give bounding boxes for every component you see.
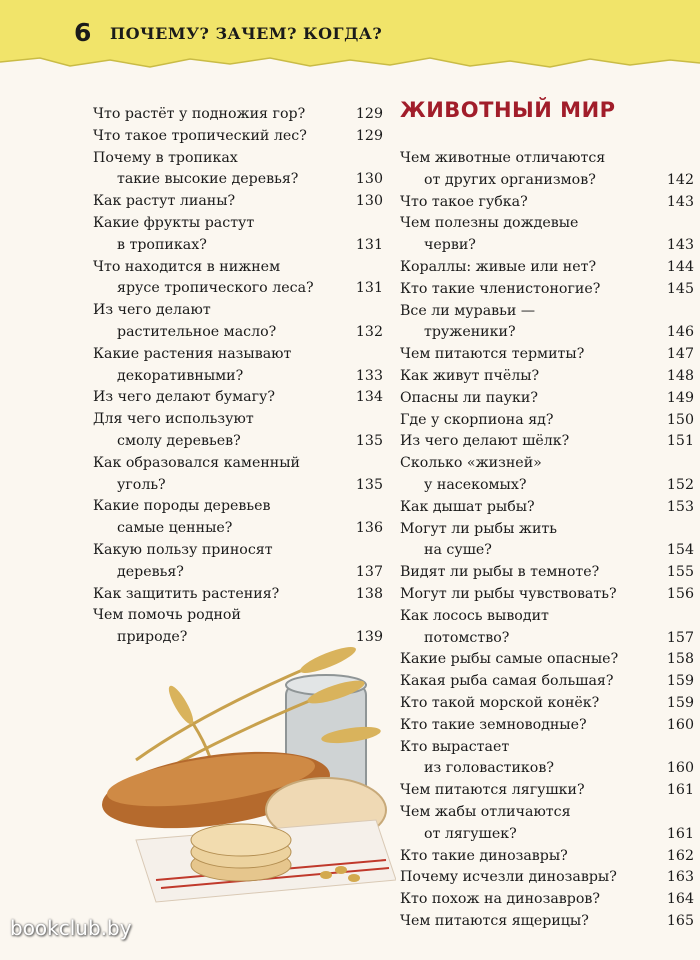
toc-entry-text: Почему исчезли динозавры?	[400, 869, 617, 886]
toc-page-number: 135	[355, 476, 383, 493]
toc-entry-text: от лягушек?	[424, 825, 517, 842]
toc-page-number: 161	[666, 782, 694, 799]
toc-entry	[93, 213, 383, 257]
toc-entry-text: Какую пользу приносят	[93, 541, 273, 558]
toc-entry-text: у насекомых?	[424, 476, 527, 493]
toc-entry	[400, 192, 694, 214]
toc-entry-text: Видят ли рыбы в темноте?	[400, 564, 600, 581]
toc-entry-text: Кораллы: живые или нет?	[400, 258, 597, 275]
toc-page-number: 133	[355, 367, 383, 384]
toc-entry	[93, 148, 383, 192]
toc-page-number: 131	[355, 236, 383, 253]
toc-entry	[400, 846, 694, 868]
toc-entry	[400, 213, 694, 257]
toc-entry	[400, 584, 694, 606]
toc-entry-text: Кто вырастает	[400, 738, 510, 755]
toc-entry-text: самые ценные?	[117, 520, 233, 537]
toc-entry	[93, 540, 383, 584]
toc-page-number: 135	[355, 432, 383, 449]
toc-entry	[400, 431, 694, 453]
toc-entry-text: Как дышат рыбы?	[400, 498, 535, 515]
toc-right-column	[400, 148, 694, 933]
running-title: ПОЧЕМУ? ЗАЧЕМ? КОГДА?	[110, 24, 383, 43]
toc-page-number: 139	[355, 629, 383, 646]
toc-entry-text: от других организмов?	[424, 171, 596, 188]
toc-entry-text: Что растёт у подножия гор?	[93, 106, 306, 122]
toc-page-number: 161	[666, 825, 694, 842]
toc-entry-text: Чем животные отличаются	[400, 150, 606, 166]
toc-entry-text: декоративными?	[117, 367, 244, 384]
toc-entry	[400, 344, 694, 366]
toc-entry-text: Что такое тропический лес?	[93, 127, 307, 144]
toc-entry-text: уголь?	[117, 476, 166, 493]
toc-entry	[400, 453, 694, 497]
toc-entry-text: Чем помочь родной	[93, 607, 241, 624]
toc-page-number: 143	[666, 193, 694, 210]
toc-entry-text: Могут ли рыбы жить	[400, 520, 557, 537]
toc-entry-text: Кто такие членистоногие?	[400, 280, 601, 297]
toc-page-number: 154	[666, 542, 694, 559]
toc-page-number: 149	[666, 389, 694, 406]
torn-edge	[0, 0, 700, 100]
toc-entry	[93, 453, 383, 497]
toc-entry-text: растительное масло?	[117, 323, 277, 340]
bread-illustration	[96, 640, 396, 905]
toc-entry	[400, 279, 694, 301]
page-number: 6	[74, 18, 92, 47]
toc-entry	[400, 519, 694, 563]
toc-entry	[93, 387, 383, 409]
toc-entry-text: Что такое губка?	[400, 193, 528, 210]
toc-page-number: 159	[666, 694, 694, 711]
toc-entry-text: потомство?	[424, 629, 510, 646]
toc-entry	[400, 802, 694, 846]
toc-entry	[93, 300, 383, 344]
toc-entry-text: Из чего делают бумагу?	[93, 389, 275, 406]
toc-page-number: 130	[355, 193, 383, 210]
toc-entry-text: смолу деревьев?	[117, 432, 241, 449]
toc-entry-text: Какие растения называют	[93, 345, 292, 362]
toc-entry	[400, 649, 694, 671]
toc-entry	[400, 737, 694, 781]
toc-page-number: 158	[666, 651, 694, 668]
section-heading: ЖИВОТНЫЙ МИР	[400, 98, 616, 122]
toc-entry-text: на суше?	[424, 542, 492, 559]
toc-entry-text: Опасны ли пауки?	[400, 389, 538, 406]
toc-page-number: 129	[355, 127, 383, 144]
toc-page-number: 164	[666, 891, 694, 908]
toc-page-number: 144	[666, 258, 694, 275]
toc-entry	[400, 366, 694, 388]
toc-entry	[400, 671, 694, 693]
toc-page-number: 165	[666, 912, 694, 929]
toc-page-number: 130	[355, 171, 383, 188]
toc-entry	[400, 257, 694, 279]
toc-entry-text: Все ли муравьи —	[400, 302, 536, 319]
toc-entry-text: Что находится в нижнем	[93, 258, 281, 275]
toc-page-number: 137	[355, 563, 383, 580]
toc-entry	[400, 606, 694, 650]
toc-entry-text: Как образовался каменный	[93, 454, 301, 471]
toc-entry-text: такие высокие деревья?	[117, 171, 299, 188]
toc-entry-text: Чем питаются термиты?	[400, 346, 585, 363]
toc-entry-text: Чем питаются ящерицы?	[400, 912, 589, 929]
watermark: bookclub.by	[10, 916, 132, 940]
toc-page-number: 129	[355, 106, 383, 122]
toc-page-number: 157	[666, 629, 694, 646]
toc-page-number: 148	[666, 367, 694, 384]
toc-entry-text: Кто такие динозавры?	[400, 847, 568, 864]
toc-page-number: 145	[666, 280, 694, 297]
toc-entry	[400, 148, 694, 192]
toc-entry-text: из головастиков?	[424, 760, 554, 777]
toc-page-number: 160	[666, 716, 694, 733]
toc-page-number: 134	[355, 389, 383, 406]
toc-entry	[93, 257, 383, 301]
toc-entry	[400, 693, 694, 715]
toc-entry	[400, 388, 694, 410]
toc-entry-text: Для чего используют	[93, 411, 254, 428]
toc-page-number: 136	[355, 520, 383, 537]
toc-entry	[93, 126, 383, 148]
toc-entry-text: Сколько «жизней»	[400, 455, 542, 472]
toc-entry-text: Какие фрукты растут	[93, 214, 255, 231]
toc-entry-text: Чем питаются лягушки?	[400, 782, 585, 799]
toc-entry	[93, 344, 383, 388]
toc-entry	[93, 104, 383, 126]
toc-page-number: 142	[666, 171, 694, 188]
toc-entry-text: Как лосось выводит	[400, 607, 549, 624]
toc-page-number: 160	[666, 760, 694, 777]
toc-page-number: 138	[355, 585, 383, 602]
toc-entry	[93, 191, 383, 213]
toc-entry-text: Чем полезны дождевые	[400, 215, 579, 232]
toc-entry-text: Почему в тропиках	[93, 149, 238, 166]
toc-entry-text: Кто такой морской конёк?	[400, 694, 600, 711]
toc-left-column	[93, 104, 383, 649]
toc-entry-text: Из чего делают шёлк?	[400, 433, 570, 450]
toc-page-number: 153	[666, 498, 694, 515]
toc-entry	[400, 497, 694, 519]
toc-page-number: 162	[666, 847, 694, 864]
toc-entry-text: Какие рыбы самые опасные?	[400, 651, 619, 668]
toc-entry-text: Где у скорпиона яд?	[400, 411, 554, 428]
toc-entry-text: Как защитить растения?	[93, 585, 280, 602]
toc-page-number: 159	[666, 673, 694, 690]
toc-entry-text: Кто похож на динозавров?	[400, 891, 600, 908]
toc-entry-text: Какая рыба самая большая?	[400, 673, 614, 690]
toc-entry-text: Как растут лианы?	[93, 193, 236, 210]
toc-entry-text: Чем жабы отличаются	[400, 803, 571, 820]
toc-entry	[93, 584, 383, 606]
toc-page-number: 151	[666, 433, 694, 450]
toc-page-number: 155	[666, 564, 694, 581]
toc-entry	[400, 715, 694, 737]
toc-entry-text: труженики?	[424, 324, 516, 341]
toc-page-number: 146	[666, 324, 694, 341]
toc-entry-text: Могут ли рыбы чувствовать?	[400, 585, 617, 602]
toc-entry-text: Кто такие земноводные?	[400, 716, 587, 733]
toc-page-number: 156	[666, 585, 694, 602]
toc-entry-text: черви?	[424, 237, 476, 254]
toc-entry	[400, 562, 694, 584]
toc-entry	[93, 496, 383, 540]
toc-entry	[400, 911, 694, 933]
toc-entry	[93, 409, 383, 453]
toc-page-number: 131	[355, 280, 383, 297]
toc-entry	[400, 301, 694, 345]
toc-entry-text: деревья?	[117, 563, 184, 580]
toc-page-number: 147	[666, 346, 694, 363]
toc-entry-text: ярусе тропического леса?	[117, 280, 314, 297]
toc-page-number: 150	[666, 411, 694, 428]
toc-entry	[400, 410, 694, 432]
toc-page-number: 143	[666, 237, 694, 254]
toc-entry-text: Как живут пчёлы?	[400, 367, 540, 384]
toc-page-number: 152	[666, 476, 694, 493]
toc-entry-text: природе?	[117, 629, 188, 646]
toc-page-number: 163	[666, 869, 694, 886]
toc-entry	[400, 867, 694, 889]
toc-entry-text: в тропиках?	[117, 236, 207, 253]
toc-entry	[400, 889, 694, 911]
toc-entry-text: Из чего делают	[93, 302, 211, 319]
toc-page-number: 132	[355, 323, 383, 340]
toc-entry-text: Какие породы деревьев	[93, 498, 271, 515]
toc-entry	[400, 780, 694, 802]
